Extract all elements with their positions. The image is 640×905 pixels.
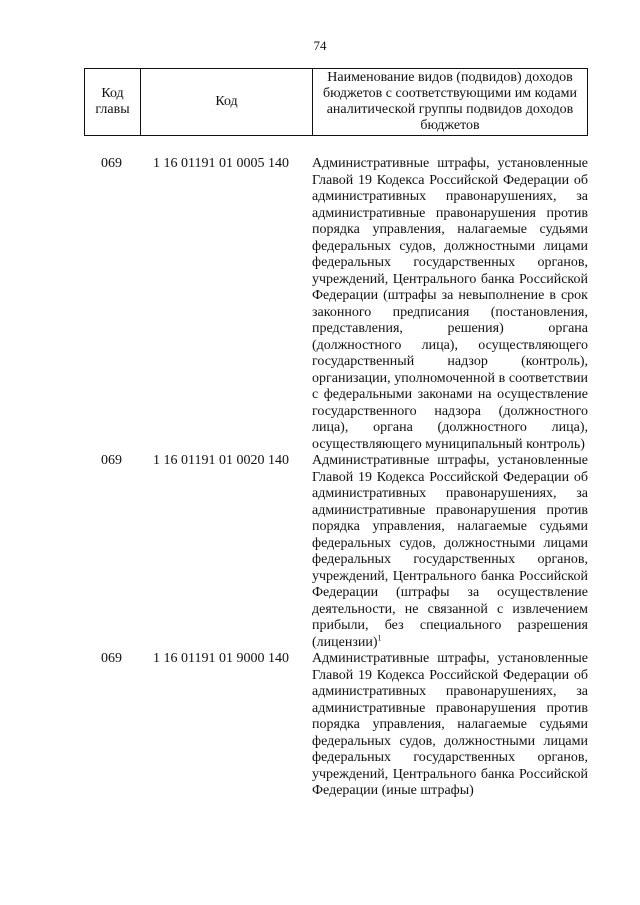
row-chapter-code: 069 [101,651,122,666]
header-code: Код [140,69,312,135]
row-description-text: Административные штрафы, установленные Главой 19 Кодекса Российской Федерации об административных правонарушениях, за административные правонарушения против порядка управления, налагаемые судьями федеральных судов, должностными лицами федеральных государственных органов, учреждений, Центрального банка Российской Федерации (иные штрафы) [312,651,588,798]
header-chapter-code: Код главы [95,86,130,117]
row-description-text: Административные штрафы, установленные Главой 19 Кодекса Российской Федерации об административных правонарушениях, за административные правонарушения против порядка управления, налагаемые судьями федеральных судов, должностными лицами федеральных государственных органов, учреждений, Центрального банка Российской Федерации (штрафы за осуществление деятельности, не связанной с извлечением прибыли, без специального разрешения (лицензии) [312,453,588,650]
table-row [84,651,588,800]
page-number: 74 [313,38,327,53]
footnote-marker: 1 [377,632,382,642]
row-chapter-code: 069 [101,156,122,171]
table-row [84,156,588,453]
table-body [84,156,588,800]
table-row [84,453,588,651]
table-header [84,68,588,136]
row-chapter-code: 069 [101,453,122,468]
row-description-text: Административные штрафы, установленные Главой 19 Кодекса Российской Федерации об административных правонарушениях, за административные правонарушения против порядка управления, налагаемые судьями федеральных судов, должностными лицами федеральных государственных органов, учреждений, Центрального банка Российской Федерации (штрафы за невыполнение в срок законного предписания (постановления, представления, решения) органа (должностного лица), осуществляющего государственный надзор (контроль), организации, уполномоченной в соответствии с федеральными законами на осуществление государственного надзора (должностного лица), органа (должностного лица), осуществляющего муниципальный контроль) [312,156,588,452]
row-code: 1 16 01191 01 9000 140 [153,651,289,666]
row-description [312,156,588,453]
header-name: Наименование видов (подвидов) доходов бюджетов с соответствующими им кодами аналитической группы подвидов доходов бюджетов [312,69,587,135]
row-code: 1 16 01191 01 0005 140 [153,156,289,171]
row-description [312,651,588,800]
row-description [312,453,588,651]
row-code: 1 16 01191 01 0020 140 [153,453,289,468]
